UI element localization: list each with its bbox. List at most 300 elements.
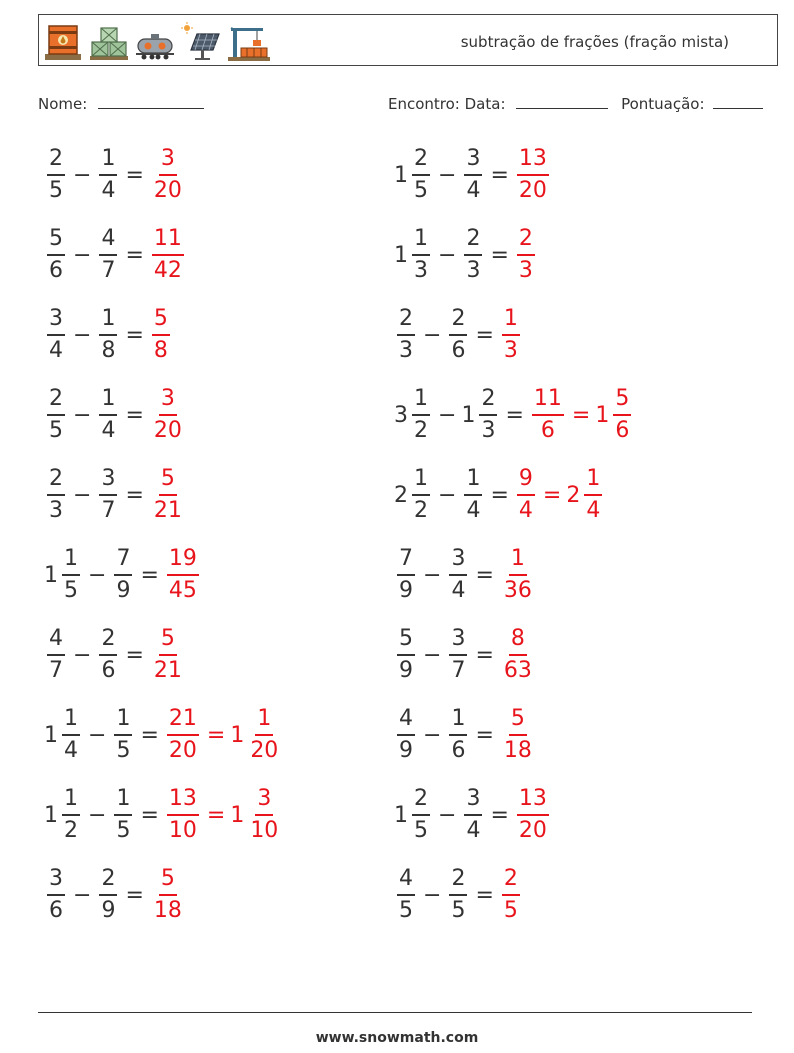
- second-denominator: 9: [101, 898, 116, 923]
- second-operand: [111, 786, 135, 844]
- answer-denominator: 20: [168, 738, 197, 763]
- second-denominator: 5: [116, 738, 131, 763]
- answer-fraction: [152, 626, 184, 684]
- answer-fraction: [517, 466, 535, 524]
- first-fraction: [412, 466, 430, 524]
- answer-denominator: 20: [518, 178, 547, 203]
- minus-sign: −: [73, 882, 92, 908]
- problem-row: [394, 142, 552, 208]
- second-operand: [461, 786, 485, 844]
- second-numerator: 3: [449, 626, 467, 656]
- equals-sign: =: [475, 642, 494, 668]
- answer-denominator: 45: [168, 578, 197, 603]
- equals-sign: =: [505, 402, 524, 428]
- problem-row: [44, 622, 187, 688]
- minus-sign: −: [73, 402, 92, 428]
- second-fraction: [464, 466, 482, 524]
- second-numerator: 3: [449, 546, 467, 576]
- first-fraction: [412, 786, 430, 844]
- second-denominator: 9: [116, 578, 131, 603]
- second-denominator: 6: [101, 658, 116, 683]
- answer-numerator: 1: [502, 306, 520, 336]
- answer-fraction: [517, 226, 535, 284]
- first-denominator: 5: [414, 818, 428, 843]
- second-numerator: 1: [464, 466, 482, 496]
- answer-mixed-fraction: [248, 706, 280, 764]
- tank-wagon-icon: [135, 22, 175, 62]
- answer: [149, 226, 187, 284]
- second-numerator: 7: [114, 546, 132, 576]
- minus-sign: −: [73, 242, 92, 268]
- second-denominator: 4: [466, 498, 481, 523]
- minus-sign: −: [73, 642, 92, 668]
- first-fraction: [397, 306, 415, 364]
- first-operand: [394, 546, 418, 604]
- second-fraction: [114, 786, 132, 844]
- answer-denominator: 8: [153, 338, 168, 363]
- first-operand: [394, 226, 433, 284]
- answer-numerator: 19: [167, 546, 199, 576]
- second-operand: [111, 546, 135, 604]
- first-numerator: 1: [62, 786, 80, 816]
- problem-row: [394, 622, 537, 688]
- first-numerator: 2: [47, 466, 65, 496]
- second-operand: [96, 466, 120, 524]
- minus-sign: −: [88, 562, 107, 588]
- equals-sign: =: [125, 242, 144, 268]
- first-operand: [44, 466, 68, 524]
- answer-equals-sign: =: [571, 402, 591, 428]
- second-operand: [461, 226, 485, 284]
- second-operand: [461, 466, 485, 524]
- answer-numerator: 8: [509, 626, 527, 656]
- second-fraction: [99, 866, 117, 924]
- first-whole: 1: [394, 802, 408, 828]
- answer-mixed-fraction: [613, 386, 631, 444]
- second-operand: [111, 706, 135, 764]
- second-fraction: [99, 306, 117, 364]
- second-fraction: [99, 466, 117, 524]
- answer-numerator: 9: [517, 466, 535, 496]
- first-fraction: [47, 306, 65, 364]
- answer-numerator: 5: [509, 706, 527, 736]
- worksheet-title: subtração de frações (fração mista): [460, 33, 729, 51]
- first-denominator: 7: [49, 658, 63, 683]
- minus-sign: −: [438, 162, 457, 188]
- answer-denominator: 63: [503, 658, 532, 683]
- answer-fraction: [502, 546, 534, 604]
- second-operand: [96, 866, 120, 924]
- answer-fraction: [502, 706, 534, 764]
- answer-denominator: 42: [153, 258, 182, 283]
- equals-sign: =: [125, 402, 144, 428]
- second-denominator: 4: [451, 578, 466, 603]
- second-operand: [446, 866, 470, 924]
- first-operand: [394, 866, 418, 924]
- answer: [149, 306, 173, 364]
- first-denominator: 5: [414, 178, 428, 203]
- answer-fraction: [152, 386, 184, 444]
- problem-row: [44, 542, 202, 608]
- answer-fraction: [152, 866, 184, 924]
- answer: [149, 146, 187, 204]
- answer-fraction: [152, 146, 184, 204]
- answer-denominator: 5: [503, 898, 518, 923]
- answer-fraction: [502, 866, 520, 924]
- second-denominator: 3: [481, 418, 496, 443]
- first-denominator: 5: [49, 418, 63, 443]
- first-operand: [44, 626, 68, 684]
- minus-sign: −: [438, 802, 457, 828]
- first-fraction: [412, 386, 430, 444]
- second-operand: [446, 546, 470, 604]
- first-denominator: 4: [49, 338, 63, 363]
- first-operand: [394, 306, 418, 364]
- answer-denominator: 18: [503, 738, 532, 763]
- first-operand: [44, 226, 68, 284]
- cargo-crates-icon: [89, 22, 129, 62]
- answer-denominator: 3: [503, 338, 518, 363]
- equals-sign: =: [125, 322, 144, 348]
- answer-mixed-denominator: 6: [615, 418, 630, 443]
- answer-fraction: [152, 306, 170, 364]
- second-numerator: 1: [114, 786, 132, 816]
- footer-url: www.snowmath.com: [315, 1030, 479, 1046]
- minus-sign: −: [73, 482, 92, 508]
- problem-row: [394, 382, 634, 448]
- first-numerator: 2: [397, 306, 415, 336]
- first-fraction: [397, 866, 415, 924]
- answer-mixed-numerator: 1: [584, 466, 602, 496]
- equals-sign: =: [475, 882, 494, 908]
- first-numerator: 4: [397, 866, 415, 896]
- first-whole: 1: [394, 242, 408, 268]
- second-denominator: 8: [101, 338, 116, 363]
- second-denominator: 6: [451, 338, 466, 363]
- minus-sign: −: [423, 642, 442, 668]
- score-label: Pontuação:: [621, 95, 705, 113]
- first-fraction: [412, 226, 430, 284]
- answer-mixed-fraction: [584, 466, 602, 524]
- second-denominator: 4: [101, 418, 116, 443]
- equals-sign: =: [140, 562, 159, 588]
- equals-sign: =: [140, 722, 159, 748]
- answer-denominator: 10: [168, 818, 197, 843]
- answer-numerator: 21: [167, 706, 199, 736]
- answer-denominator: 21: [153, 658, 182, 683]
- second-fraction: [464, 146, 482, 204]
- second-numerator: 2: [99, 866, 117, 896]
- answer-denominator: 20: [153, 178, 182, 203]
- second-operand: [446, 706, 470, 764]
- first-denominator: 9: [399, 658, 413, 683]
- minus-sign: −: [88, 722, 107, 748]
- equals-sign: =: [490, 482, 509, 508]
- answer: [499, 626, 537, 684]
- answer-numerator: 2: [517, 226, 535, 256]
- second-operand: [461, 386, 500, 444]
- minus-sign: −: [88, 802, 107, 828]
- solar-panel-icon: [181, 22, 221, 62]
- answer-mixed-numerator: 1: [255, 706, 273, 736]
- first-numerator: 5: [397, 626, 415, 656]
- second-fraction: [99, 626, 117, 684]
- second-fraction: [99, 146, 117, 204]
- second-numerator: 2: [99, 626, 117, 656]
- first-fraction: [47, 626, 65, 684]
- first-operand: [394, 706, 418, 764]
- first-denominator: 4: [64, 738, 78, 763]
- answer: [164, 786, 283, 844]
- equals-sign: =: [490, 802, 509, 828]
- second-operand: [96, 626, 120, 684]
- second-operand: [96, 386, 120, 444]
- second-denominator: 7: [101, 498, 116, 523]
- first-numerator: 1: [412, 386, 430, 416]
- first-fraction: [47, 466, 65, 524]
- answer-fraction: [152, 226, 184, 284]
- answer-numerator: 13: [517, 146, 549, 176]
- date-blank: [516, 94, 608, 109]
- problem-row: [394, 462, 605, 528]
- answer-numerator: 5: [152, 306, 170, 336]
- answer-denominator: 4: [518, 498, 533, 523]
- answer-numerator: 13: [517, 786, 549, 816]
- second-denominator: 3: [466, 258, 481, 283]
- first-whole: 1: [44, 562, 58, 588]
- equals-sign: =: [125, 482, 144, 508]
- first-fraction: [47, 866, 65, 924]
- answer-mixed-denominator: 10: [250, 818, 279, 843]
- second-operand: [446, 306, 470, 364]
- problem-row: [394, 702, 537, 768]
- second-fraction: [449, 546, 467, 604]
- problem-row: [394, 542, 537, 608]
- minus-sign: −: [73, 322, 92, 348]
- first-operand: [44, 786, 83, 844]
- score-blank: [713, 94, 763, 109]
- first-operand: [44, 866, 68, 924]
- minus-sign: −: [423, 882, 442, 908]
- first-fraction: [62, 706, 80, 764]
- answer: [149, 466, 187, 524]
- second-operand: [446, 626, 470, 684]
- header-icons: [43, 20, 271, 62]
- first-denominator: 3: [49, 498, 63, 523]
- problem-row: [44, 462, 187, 528]
- answer: [149, 866, 187, 924]
- answer: [499, 306, 523, 364]
- answer: [514, 466, 605, 524]
- answer: [529, 386, 634, 444]
- first-numerator: 1: [412, 466, 430, 496]
- meeting-date-label: Encontro: Data:: [388, 95, 506, 113]
- answer-equals-sign: =: [206, 802, 226, 828]
- problem-row: [44, 862, 187, 928]
- minus-sign: −: [423, 322, 442, 348]
- second-numerator: 1: [99, 386, 117, 416]
- answer-mixed-denominator: 20: [250, 738, 279, 763]
- first-fraction: [62, 786, 80, 844]
- worksheet-header: [38, 14, 778, 66]
- equals-sign: =: [490, 242, 509, 268]
- second-operand: [96, 226, 120, 284]
- answer-fraction: [517, 146, 549, 204]
- second-numerator: 1: [449, 706, 467, 736]
- first-operand: [44, 146, 68, 204]
- equals-sign: =: [140, 802, 159, 828]
- first-whole: 2: [394, 482, 408, 508]
- answer-numerator: 1: [509, 546, 527, 576]
- first-denominator: 6: [49, 898, 63, 923]
- problem-row: [394, 862, 523, 928]
- first-denominator: 2: [414, 418, 428, 443]
- first-fraction: [47, 146, 65, 204]
- first-numerator: 2: [47, 386, 65, 416]
- answer-fraction: [167, 706, 199, 764]
- second-fraction: [449, 306, 467, 364]
- second-numerator: 1: [99, 146, 117, 176]
- name-blank: [98, 94, 204, 109]
- first-denominator: 3: [399, 338, 413, 363]
- answer-denominator: 36: [503, 578, 532, 603]
- answer: [149, 386, 187, 444]
- equals-sign: =: [125, 162, 144, 188]
- answer-mixed-whole: 1: [230, 802, 245, 828]
- answer: [164, 706, 283, 764]
- problem-row: [44, 702, 283, 768]
- first-fraction: [47, 386, 65, 444]
- second-fraction: [449, 706, 467, 764]
- first-fraction: [397, 706, 415, 764]
- first-numerator: 1: [412, 226, 430, 256]
- first-numerator: 4: [397, 706, 415, 736]
- answer-numerator: 11: [152, 226, 184, 256]
- footer-divider: [38, 1012, 752, 1013]
- minus-sign: −: [438, 402, 457, 428]
- answer-denominator: 20: [518, 818, 547, 843]
- second-numerator: 3: [464, 786, 482, 816]
- first-numerator: 3: [47, 306, 65, 336]
- first-fraction: [412, 146, 430, 204]
- second-numerator: 2: [464, 226, 482, 256]
- second-denominator: 6: [451, 738, 466, 763]
- name-field: [38, 94, 204, 113]
- answer-denominator: 6: [540, 418, 555, 443]
- first-numerator: 2: [412, 786, 430, 816]
- minus-sign: −: [73, 162, 92, 188]
- first-numerator: 2: [412, 146, 430, 176]
- answer-denominator: 18: [153, 898, 182, 923]
- second-denominator: 5: [451, 898, 466, 923]
- first-whole: 1: [44, 802, 58, 828]
- answer: [164, 546, 202, 604]
- problem-row: [44, 142, 187, 208]
- first-fraction: [397, 626, 415, 684]
- equals-sign: =: [475, 322, 494, 348]
- first-numerator: 4: [47, 626, 65, 656]
- minus-sign: −: [423, 722, 442, 748]
- first-numerator: 7: [397, 546, 415, 576]
- problem-row: [44, 222, 187, 288]
- minus-sign: −: [438, 482, 457, 508]
- first-denominator: 2: [414, 498, 428, 523]
- answer-fraction: [502, 626, 534, 684]
- second-fraction: [449, 626, 467, 684]
- first-operand: [394, 386, 433, 444]
- second-numerator: 2: [449, 306, 467, 336]
- problem-row: [44, 302, 173, 368]
- equals-sign: =: [125, 642, 144, 668]
- answer-denominator: 20: [153, 418, 182, 443]
- oil-barrel-icon: [43, 22, 83, 62]
- answer: [514, 226, 538, 284]
- problem-row: [394, 222, 538, 288]
- second-denominator: 5: [116, 818, 131, 843]
- equals-sign: =: [125, 882, 144, 908]
- problem-row: [44, 782, 283, 848]
- answer-fraction: [532, 386, 564, 444]
- second-fraction: [464, 226, 482, 284]
- answer-numerator: 5: [159, 866, 177, 896]
- meeting-field: [388, 94, 763, 113]
- answer-denominator: 21: [153, 498, 182, 523]
- answer-numerator: 3: [159, 146, 177, 176]
- answer-denominator: 3: [518, 258, 533, 283]
- second-denominator: 4: [466, 818, 481, 843]
- second-numerator: 4: [99, 226, 117, 256]
- second-operand: [461, 146, 485, 204]
- second-denominator: 4: [466, 178, 481, 203]
- answer: [499, 706, 537, 764]
- first-denominator: 5: [399, 898, 413, 923]
- answer-mixed-whole: 1: [230, 722, 245, 748]
- answer-mixed-fraction: [248, 786, 280, 844]
- first-numerator: 1: [62, 706, 80, 736]
- first-operand: [394, 626, 418, 684]
- answer-equals-sign: =: [542, 482, 562, 508]
- problem-row: [394, 782, 552, 848]
- minus-sign: −: [438, 242, 457, 268]
- answer-mixed-whole: 1: [595, 402, 610, 428]
- second-whole: 1: [461, 402, 476, 428]
- second-fraction: [479, 386, 497, 444]
- answer-numerator: 5: [159, 466, 177, 496]
- answer-numerator: 3: [159, 386, 177, 416]
- first-numerator: 1: [62, 546, 80, 576]
- minus-sign: −: [423, 562, 442, 588]
- first-operand: [44, 706, 83, 764]
- first-whole: 1: [394, 162, 408, 188]
- answer-mixed-numerator: 5: [613, 386, 631, 416]
- first-denominator: 2: [64, 818, 78, 843]
- answer-fraction: [167, 546, 199, 604]
- first-fraction: [62, 546, 80, 604]
- answer: [514, 786, 552, 844]
- second-fraction: [449, 866, 467, 924]
- second-fraction: [114, 706, 132, 764]
- first-fraction: [397, 546, 415, 604]
- first-numerator: 2: [47, 146, 65, 176]
- second-numerator: 1: [114, 706, 132, 736]
- first-whole: 3: [394, 402, 408, 428]
- second-fraction: [99, 226, 117, 284]
- first-denominator: 5: [49, 178, 63, 203]
- equals-sign: =: [490, 162, 509, 188]
- answer-fraction: [502, 306, 520, 364]
- answer: [514, 146, 552, 204]
- second-numerator: 3: [99, 466, 117, 496]
